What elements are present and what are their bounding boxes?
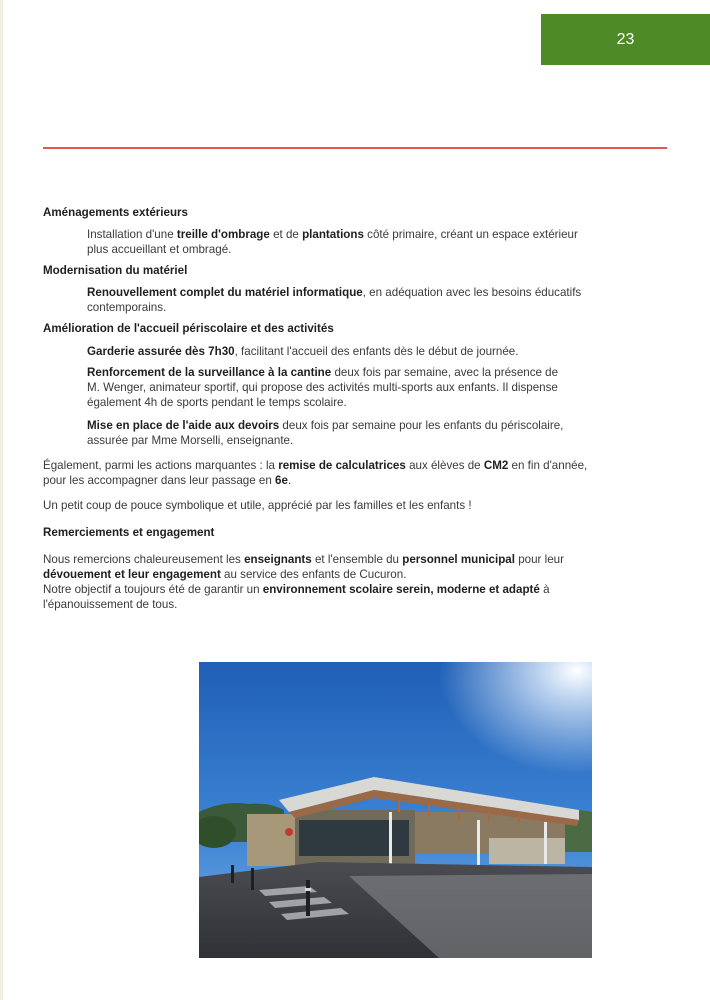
- text: Également, parmi les actions marquantes : la: [43, 459, 279, 472]
- bold-text: Mise en place de l'aide aux devoirs: [87, 419, 280, 432]
- paragraph-coup-de-pouce: Un petit coup de pouce symbolique et utile, apprécié par les familles et les enfants !: [43, 499, 472, 512]
- photo-illustration: [199, 662, 592, 958]
- paragraph-garderie: [87, 344, 671, 359]
- text: Installation d'une: [87, 228, 177, 241]
- text: également 4h de sports pendant le temps scolaire.: [87, 396, 347, 409]
- text: pour leur: [514, 553, 564, 566]
- bold-text: Renforcement de la surveillance à la cantine: [87, 366, 332, 379]
- text: en fin d'année,: [508, 459, 588, 472]
- heading-modernisation: Modernisation du matériel: [43, 264, 188, 277]
- page-number-tab: [541, 14, 710, 65]
- bold-text: personnel municipal: [402, 553, 515, 566]
- paragraph-modernisation: [87, 285, 671, 315]
- bold-text: treille d'ombrage: [176, 228, 270, 241]
- text: au service des enfants de Cucuron.: [220, 568, 407, 581]
- paragraph-amenagements: [87, 227, 671, 257]
- text: deux fois par semaine pour les enfants du périscolaire,: [279, 419, 564, 432]
- heading-amelioration: Amélioration de l'accueil périscolaire et des activités: [43, 322, 334, 335]
- text: deux fois par semaine, avec la présence de: [331, 366, 559, 379]
- bold-text: 6e: [275, 474, 288, 487]
- text: .: [287, 474, 292, 487]
- text: contemporains.: [87, 301, 167, 314]
- bold-text: plantations: [302, 228, 364, 241]
- text: Nous remercions chaleureusement les: [43, 553, 245, 566]
- paragraph-remerciements: [43, 552, 671, 612]
- page-edge: [0, 0, 3, 1000]
- text: , en adéquation avec les besoins éducatifs: [362, 286, 582, 299]
- bold-text: Garderie assurée dès 7h30: [87, 345, 235, 358]
- text: M. Wenger, animateur sportif, qui propose des activités multi-sports aux enfants. Il dispense: [87, 381, 558, 394]
- text: à: [539, 583, 550, 596]
- text: côté primaire, créant un espace extérieur: [363, 228, 578, 241]
- bold-text: dévouement et leur engagement: [43, 568, 221, 581]
- text: l'épanouissement de tous.: [43, 598, 178, 611]
- school-building-photo: [199, 662, 592, 958]
- text: Notre objectif a toujours été de garantir un: [43, 583, 263, 596]
- text: , facilitant l'accueil des enfants dès le début de journée.: [234, 345, 519, 358]
- paragraph-egalement: [43, 458, 671, 488]
- bold-text: environnement scolaire serein, moderne et adapté: [262, 583, 540, 596]
- bold-text: enseignants: [244, 553, 312, 566]
- text: aux élèves de: [405, 459, 484, 472]
- text: et l'ensemble du: [311, 553, 403, 566]
- paragraph-devoirs: [87, 418, 671, 448]
- bold-text: CM2: [483, 459, 509, 472]
- heading-amenagements: Aménagements extérieurs: [43, 206, 188, 219]
- paragraph-cantine: [87, 365, 671, 410]
- page-number: 23: [616, 31, 635, 48]
- heading-remerciements: Remerciements et engagement: [43, 526, 215, 539]
- text: pour les accompagner dans leur passage en: [43, 474, 276, 487]
- text: et de: [269, 228, 303, 241]
- document-body: [43, 205, 671, 612]
- section-divider: [43, 147, 667, 149]
- bold-text: remise de calculatrices: [278, 459, 406, 472]
- bold-text: Renouvellement complet du matériel informatique: [87, 286, 363, 299]
- text: assurée par Mme Morselli, enseignante.: [87, 434, 294, 447]
- text: plus accueillant et ombragé.: [87, 243, 232, 256]
